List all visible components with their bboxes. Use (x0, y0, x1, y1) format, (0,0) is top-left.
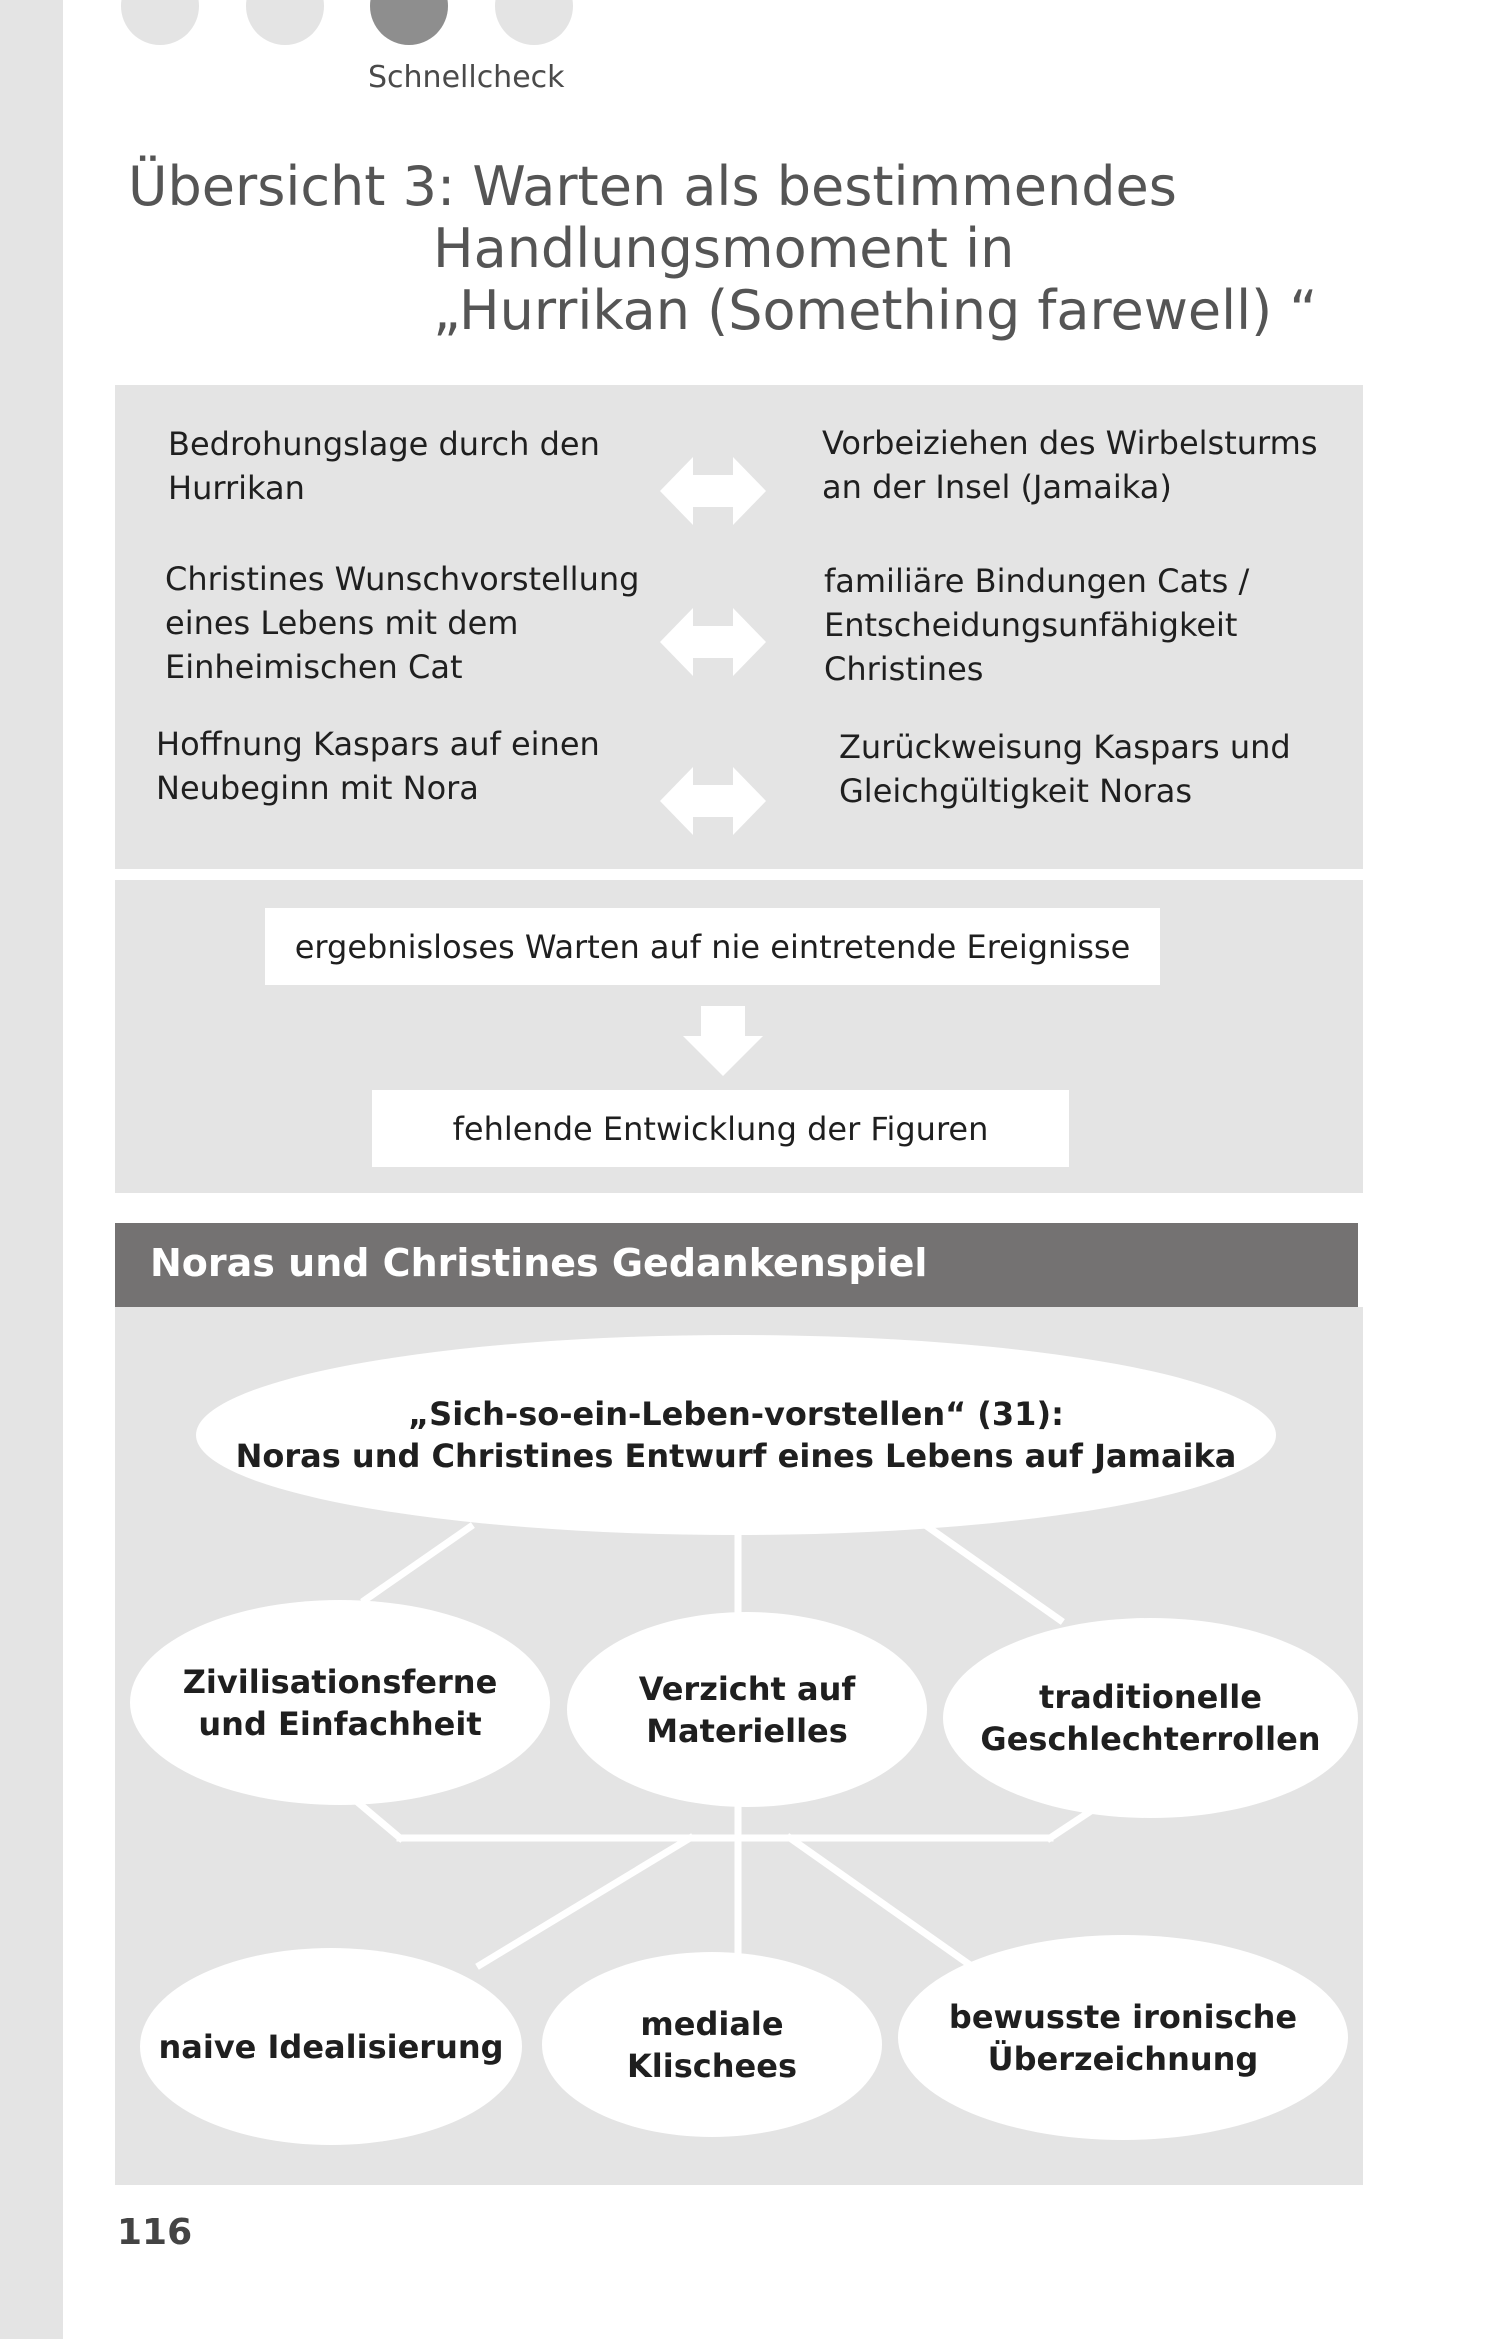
pair-3-right-text: Zurückweisung Kaspars und Gleichgültigkeit Noras (839, 728, 1291, 810)
interpretation-ellipse-idealization: naive Idealisierung (140, 1948, 522, 2145)
central-idea-ellipse: „Sich-so-ein-Leben-vorstellen“ (31): Noras und Christines Entwurf eines Lebens auf Jamaika (196, 1335, 1276, 1535)
pair-3-left-text: Hoffnung Kaspars auf einen Neubeginn mit Nora (156, 725, 600, 807)
page-number: 116 (117, 2212, 193, 2253)
result-box-waiting: ergebnisloses Warten auf nie eintretende Ereignisse (265, 908, 1160, 985)
result-box-no-development: fehlende Entwicklung der Figuren (372, 1090, 1069, 1167)
page-title-line-2: Handlungsmoment in (433, 217, 1015, 280)
pair-2-left-text: Christines Wunschvorstellung eines Lebens mit dem Einheimischen Cat (165, 560, 640, 686)
aspect-ellipse-civilization: Zivilisationsferne und Einfachheit (130, 1600, 550, 1805)
pair-1-right-text: Vorbeiziehen des Wirbelsturms an der Insel (Jamaika) (822, 424, 1318, 506)
interpretation-ellipse-cliches: mediale Klischees (542, 1952, 882, 2137)
pair-1-left-text: Bedrohungslage durch den Hurrikan (168, 425, 600, 507)
aspect-ellipse-material: Verzicht auf Materielles (567, 1612, 927, 1807)
section-heading: Noras und Christines Gedankenspiel (150, 1241, 928, 1285)
page-title-line-1: Übersicht 3: Warten als bestimmendes (128, 155, 1177, 218)
interpretation-ellipse-irony: bewusste ironische Überzeichnung (898, 1935, 1348, 2140)
aspect-ellipse-gender-roles: traditionelle Geschlechterrollen (943, 1618, 1358, 1818)
page-title-line-3: „Hurrikan (Something farewell) “ (433, 279, 1318, 342)
section-label: Schnellcheck (368, 60, 565, 95)
pair-2-right-text: familiäre Bindungen Cats / Entscheidungsunfähigkeit Christines (824, 562, 1250, 688)
